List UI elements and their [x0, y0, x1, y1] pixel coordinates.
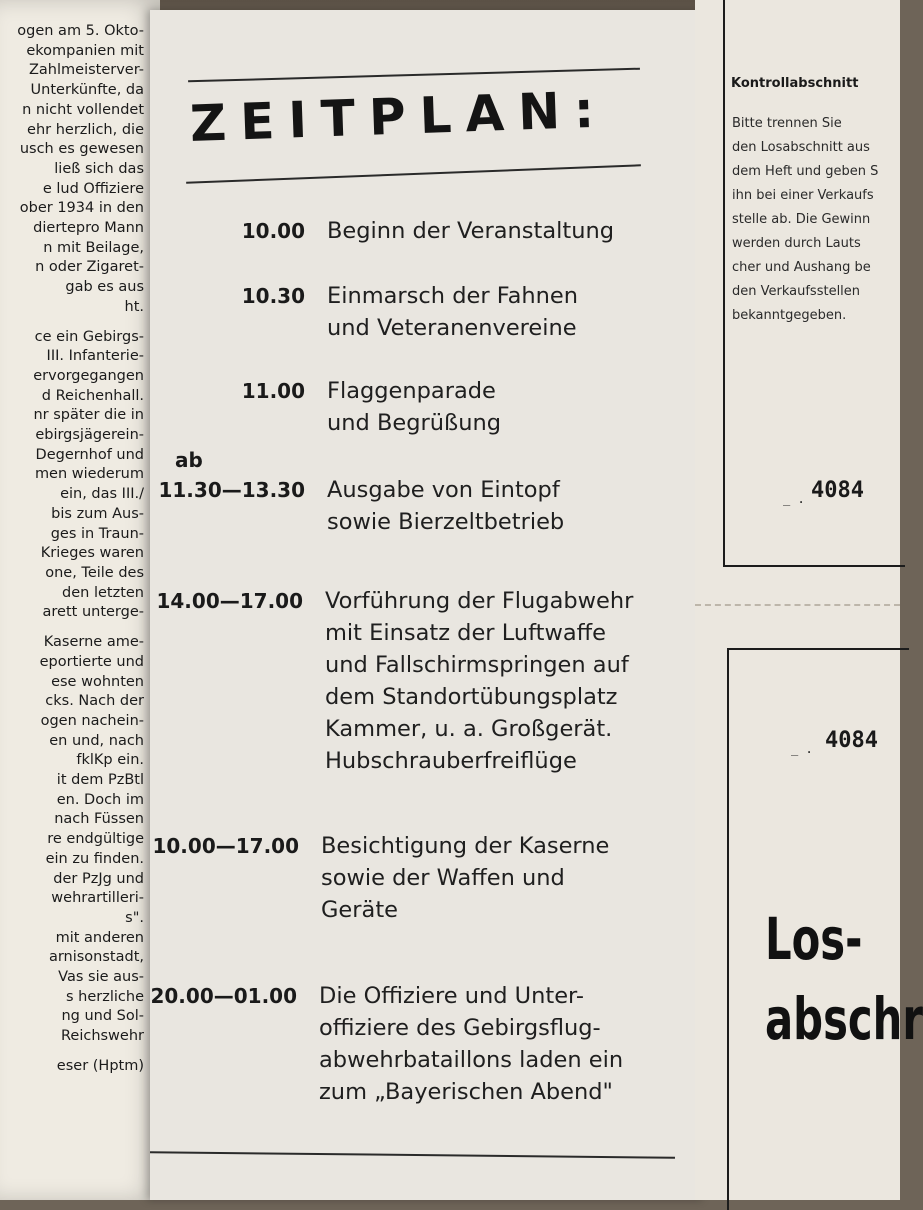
schedule-description-line: Geräte [321, 897, 398, 923]
left-page-line: Unterkünfte, da [30, 82, 144, 99]
schedule-description [327, 215, 697, 247]
schedule-description [327, 474, 697, 538]
left-page-line: Vas sie aus- [58, 969, 144, 986]
control-stub-text-line: werden durch Lauts [732, 236, 861, 251]
control-stub-text-line: bekanntgegeben. [732, 308, 847, 323]
left-page-line: ekompanien mit [26, 42, 144, 59]
left-page-line: arnisonstadt, [48, 949, 144, 966]
left-page-line: n nicht vollendet [22, 101, 144, 118]
page-title: ZEITPLAN: [188, 80, 609, 153]
schedule-description-line: Hubschrauberfreiflüge [325, 748, 577, 774]
schedule-time: 10.00 [241, 219, 305, 243]
schedule-description-line: sowie der Waffen und [321, 865, 565, 891]
left-page-line: d Reichenhall. [41, 387, 144, 404]
left-page-line: wehrartilleri- [51, 890, 144, 907]
schedule-page [150, 10, 705, 1200]
left-page-line: s herzliche [66, 988, 144, 1005]
left-page-line: ogen nachein- [40, 712, 144, 729]
left-page-line: ges in Traun- [50, 525, 144, 542]
left-page-line [0, 623, 144, 633]
schedule-description [319, 980, 689, 1108]
control-stub-text [732, 112, 878, 328]
schedule-description-line: zum „Bayerischen Abend" [319, 1079, 613, 1105]
left-page-text [0, 22, 144, 1077]
left-page-line: Krieges waren [40, 545, 144, 562]
left-page-line: diertepro Mann [33, 220, 144, 237]
schedule-time: 11.00 [241, 379, 305, 403]
left-page-line: Degernhof und [35, 446, 144, 463]
left-page-line: ober 1934 in den [19, 200, 144, 217]
left-page-line: Kaserne ame- [43, 634, 144, 651]
left-page-line: ng und Sol- [61, 1008, 144, 1025]
schedule-description-line: und Fallschirmspringen auf [325, 652, 629, 678]
schedule-description-line: und Veteranenvereine [327, 315, 577, 341]
left-page-line [0, 318, 144, 328]
schedule-description-line: dem Standortübungsplatz [325, 684, 618, 710]
schedule-time: 10.00—17.00 [152, 834, 299, 858]
left-page-line: n mit Beilage, [43, 239, 144, 256]
schedule-description-line: Die Offiziere und Unter- [319, 983, 584, 1009]
left-page-line: ließ sich das [54, 160, 144, 177]
title-rule [186, 164, 641, 183]
left-page-line: fklKp ein. [76, 752, 144, 769]
left-page-line: cks. Nach der [45, 693, 144, 710]
schedule-description [327, 280, 697, 344]
left-page-line: nr später die in [33, 407, 144, 424]
schedule-description [325, 585, 695, 777]
los-heading-line1: Los- [765, 905, 863, 973]
left-page-line: men wiederum [34, 466, 144, 483]
ticket-number-upper: 4084 [811, 478, 864, 503]
left-page-line: e lud Offiziere [42, 180, 144, 197]
schedule-description-line: offiziere des Gebirgsflug- [319, 1015, 601, 1041]
ticket-number-lower: 4084 [825, 728, 878, 753]
left-page-line: s". [125, 909, 144, 926]
schedule-description-line: Besichtigung der Kaserne [321, 833, 610, 859]
left-page-line: eportierte und [39, 653, 144, 670]
left-page-line [0, 1047, 144, 1057]
number-marker: _ . [791, 742, 813, 756]
schedule-description-line: und Begrüßung [327, 410, 502, 436]
control-stub-title: Kontrollabschnitt [731, 76, 859, 91]
left-page-line: ein, das III./ [60, 486, 144, 503]
left-page-line: den letzten [62, 584, 144, 601]
left-page-line: ehr herzlich, die [27, 121, 144, 138]
schedule-description [327, 375, 697, 439]
control-stub-text-line: dem Heft und geben S [732, 164, 879, 179]
left-page-line: eser (Hptm) [56, 1057, 144, 1074]
number-marker: _ . [783, 492, 805, 506]
schedule-description-line: sowie Bierzeltbetrieb [327, 509, 565, 535]
schedule-description-line: Vorführung der Flugabwehr [325, 588, 634, 614]
left-page-line: ce ein Gebirgs- [34, 328, 144, 345]
schedule-description-line: Beginn der Veranstaltung [327, 218, 615, 244]
schedule-time: 14.00—17.00 [156, 589, 303, 613]
left-page-line: arett unterge- [42, 604, 144, 621]
left-page-line: en. Doch im [56, 791, 144, 808]
top-rule [188, 68, 640, 82]
left-page-line: usch es gewesen [19, 141, 144, 158]
schedule-description-line: Kammer, u. a. Großgerät. [325, 716, 613, 742]
control-stub-text-line: den Verkaufsstellen [732, 284, 861, 299]
schedule-description [321, 830, 691, 926]
schedule-description-line: Flaggenparade [327, 378, 496, 404]
left-page-line: ese wohnten [51, 673, 144, 690]
left-page-line: re endgültige [47, 831, 144, 848]
left-page-line: nach Füssen [54, 811, 144, 828]
left-page-line: Reichswehr [60, 1028, 144, 1045]
left-page-line: ervorgegangen [33, 367, 144, 384]
left-page-line: bis zum Aus- [51, 505, 144, 522]
control-stub-text-line: stelle ab. Die Gewinn [732, 212, 871, 227]
left-page-line: ht. [124, 298, 144, 315]
control-stub-text-line: cher und Aushang be [732, 260, 871, 275]
left-page-line: ogen am 5. Okto- [17, 23, 144, 39]
control-stub-text-line: ihn bei einer Verkaufs [732, 188, 874, 203]
schedule-description-line: abwehrbataillons laden ein [319, 1047, 624, 1073]
los-heading-line2: abschr [765, 985, 923, 1053]
schedule-time-prefix: ab [175, 448, 203, 472]
left-page-line: Zahlmeisterver- [28, 62, 144, 79]
left-page-line: der PzJg und [53, 870, 144, 887]
left-page-line: mit anderen [55, 929, 144, 946]
left-page-line: en und, nach [49, 732, 144, 749]
schedule-time: 20.00—01.00 [150, 984, 297, 1008]
left-page-line: n oder Zigaret- [35, 259, 144, 276]
left-page-line: III. Infanterie- [46, 348, 144, 365]
left-page-line: one, Teile des [45, 564, 144, 581]
control-stub-text-line: Bitte trennen Sie [732, 116, 842, 131]
left-page [0, 0, 160, 1200]
left-page-line: it dem PzBtl [56, 772, 144, 789]
left-page-line: gab es aus [65, 279, 144, 296]
ticket-page [695, 0, 923, 1200]
schedule-description-line: mit Einsatz der Luftwaffe [325, 620, 606, 646]
perforation-line[interactable] [695, 604, 900, 606]
schedule-time: 11.30—13.30 [158, 478, 305, 502]
left-page-line: ebirgsjägerein- [35, 427, 144, 444]
control-stub-text-line: den Losabschnitt aus [732, 140, 870, 155]
bottom-rule [150, 1151, 675, 1158]
left-page-line: ein zu finden. [45, 850, 144, 867]
schedule-time: 10.30 [241, 284, 305, 308]
schedule-description-line: Ausgabe von Eintopf [327, 477, 560, 503]
schedule-description-line: Einmarsch der Fahnen [327, 283, 579, 309]
